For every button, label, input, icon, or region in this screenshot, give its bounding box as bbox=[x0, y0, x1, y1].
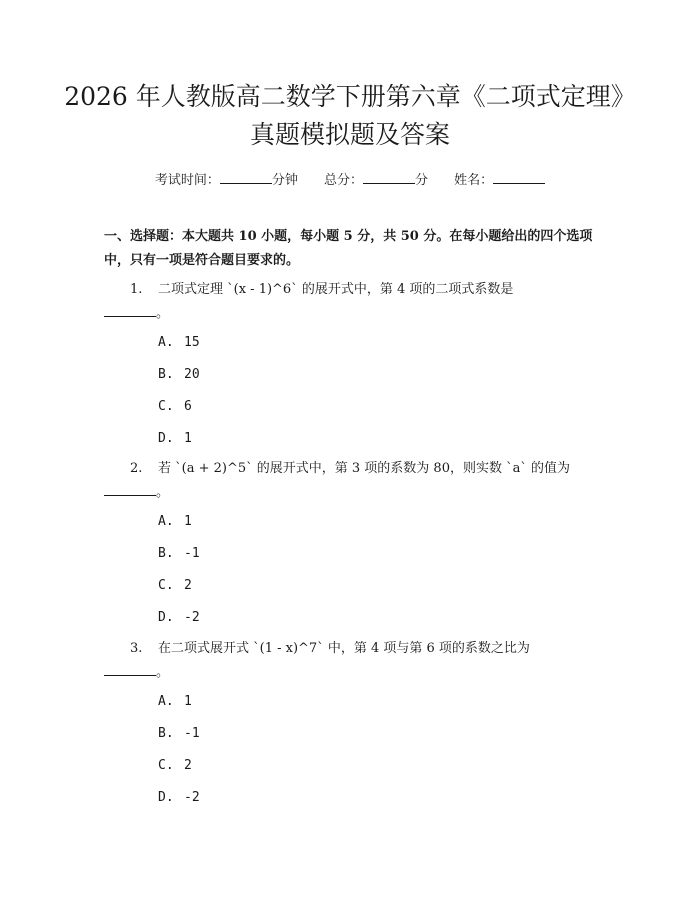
answer-blank bbox=[104, 481, 156, 496]
option-c bbox=[158, 398, 192, 416]
exam-meta bbox=[0, 169, 700, 190]
option-value: -2 bbox=[184, 790, 200, 805]
option-c bbox=[158, 757, 192, 775]
page-title: 2026 年人教版高二数学下册第六章《二项式定理》真题模拟题及答案 bbox=[64, 82, 636, 149]
option-label: C. bbox=[158, 578, 174, 593]
option-label: A. bbox=[158, 694, 174, 709]
question-2 bbox=[104, 457, 596, 505]
option-value: -1 bbox=[184, 726, 200, 741]
option-label: D. bbox=[158, 790, 174, 805]
option-value: 2 bbox=[184, 758, 192, 773]
score-label: 总分： bbox=[323, 173, 363, 188]
option-label: D. bbox=[158, 610, 174, 625]
option-label: D. bbox=[158, 431, 174, 446]
question-end: 。 bbox=[156, 306, 170, 321]
question-text: 若 `(a + 2)^5` 的展开式中，第 3 项的系数为 80，则实数 `a` 的值为 bbox=[158, 461, 570, 476]
option-b bbox=[158, 366, 200, 384]
time-blank bbox=[220, 169, 272, 184]
option-a bbox=[158, 693, 192, 711]
option-label: B. bbox=[158, 546, 174, 561]
time-unit: 分钟 bbox=[271, 173, 298, 188]
option-value: -1 bbox=[184, 546, 200, 561]
option-label: C. bbox=[158, 758, 174, 773]
option-d bbox=[158, 609, 200, 627]
option-b bbox=[158, 545, 200, 563]
option-value: 20 bbox=[184, 367, 200, 382]
option-label: C. bbox=[158, 399, 174, 414]
option-label: A. bbox=[158, 335, 174, 350]
name-blank bbox=[493, 169, 545, 184]
answer-blank bbox=[104, 302, 156, 317]
score-blank bbox=[363, 169, 415, 184]
question-1 bbox=[104, 278, 596, 326]
score-unit: 分 bbox=[415, 173, 429, 188]
option-label: B. bbox=[158, 367, 174, 382]
answer-blank bbox=[104, 661, 156, 676]
option-label: B. bbox=[158, 726, 174, 741]
option-value: 15 bbox=[184, 335, 200, 350]
option-value: 1 bbox=[184, 694, 192, 709]
option-d bbox=[158, 430, 192, 448]
option-a bbox=[158, 513, 192, 531]
option-c bbox=[158, 577, 192, 595]
option-value: 6 bbox=[184, 399, 192, 414]
question-number: 3. bbox=[130, 641, 143, 656]
question-number: 2. bbox=[130, 461, 143, 476]
option-a bbox=[158, 334, 200, 352]
question-number: 1. bbox=[130, 282, 143, 297]
option-value: 1 bbox=[184, 514, 192, 529]
question-end: 。 bbox=[156, 485, 170, 500]
option-value: -2 bbox=[184, 610, 200, 625]
name-label: 姓名： bbox=[454, 173, 494, 188]
option-b bbox=[158, 725, 200, 743]
section-heading: 一、选择题：本大题共 10 小题，每小题 5 分，共 50 分。在每小题给出的四个选项中，只有一项是符合题目要求的。 bbox=[104, 229, 593, 268]
question-text: 在二项式展开式 `(1 - x)^7` 中，第 4 项与第 6 项的系数之比为 bbox=[158, 641, 530, 656]
option-value: 1 bbox=[184, 431, 192, 446]
question-end: 。 bbox=[156, 665, 170, 680]
option-value: 2 bbox=[184, 578, 192, 593]
question-text: 二项式定理 `(x - 1)^6` 的展开式中，第 4 项的二项式系数是 bbox=[158, 282, 514, 297]
question-3 bbox=[104, 637, 596, 685]
option-label: A. bbox=[158, 514, 174, 529]
time-label: 考试时间： bbox=[154, 173, 220, 188]
option-d bbox=[158, 789, 200, 807]
